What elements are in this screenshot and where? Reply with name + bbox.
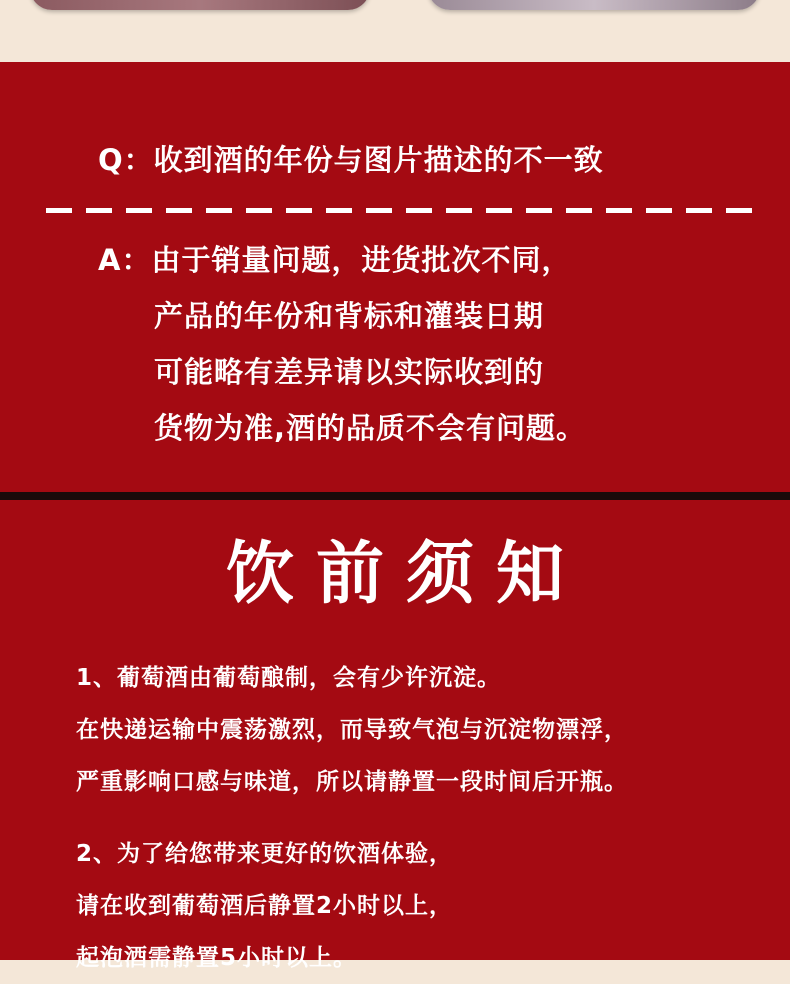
answer-line: 产品的年份和背标和灌装日期 xyxy=(154,299,545,333)
section-separator xyxy=(0,492,790,500)
note-line: 严重影响口感与味道，所以请静置一段时间后开瓶。 xyxy=(76,769,628,795)
notes-title: 饮前须知 xyxy=(225,535,586,614)
faq-section xyxy=(0,62,790,492)
answer-line: A：由于销量问题，进货批次不同， xyxy=(98,243,572,277)
note-line: 起泡酒需静置5小时以上。 xyxy=(76,945,358,971)
product-image-right xyxy=(428,0,760,10)
top-image-strip xyxy=(0,0,790,62)
note-line: 请在收到葡萄酒后静置2小时以上， xyxy=(76,893,454,919)
answer-line: 货物为准,酒的品质不会有问题。 xyxy=(154,411,587,445)
dashed-divider xyxy=(46,208,766,213)
note-line: 在快递运输中震荡激烈，而导致气泡与沉淀物漂浮， xyxy=(76,717,628,743)
note-line: 1、葡萄酒由葡萄酿制，会有少许沉淀。 xyxy=(76,665,502,691)
faq-question: Q：收到酒的年份与图片描述的不一致 xyxy=(98,143,604,177)
product-image-left xyxy=(30,0,370,10)
note-line: 2、为了给您带来更好的饮酒体验， xyxy=(76,841,454,867)
drinking-notes-section xyxy=(0,500,790,971)
faq-answer xyxy=(98,232,586,456)
notes-body xyxy=(76,652,628,984)
answer-line: 可能略有差异请以实际收到的 xyxy=(154,355,545,389)
